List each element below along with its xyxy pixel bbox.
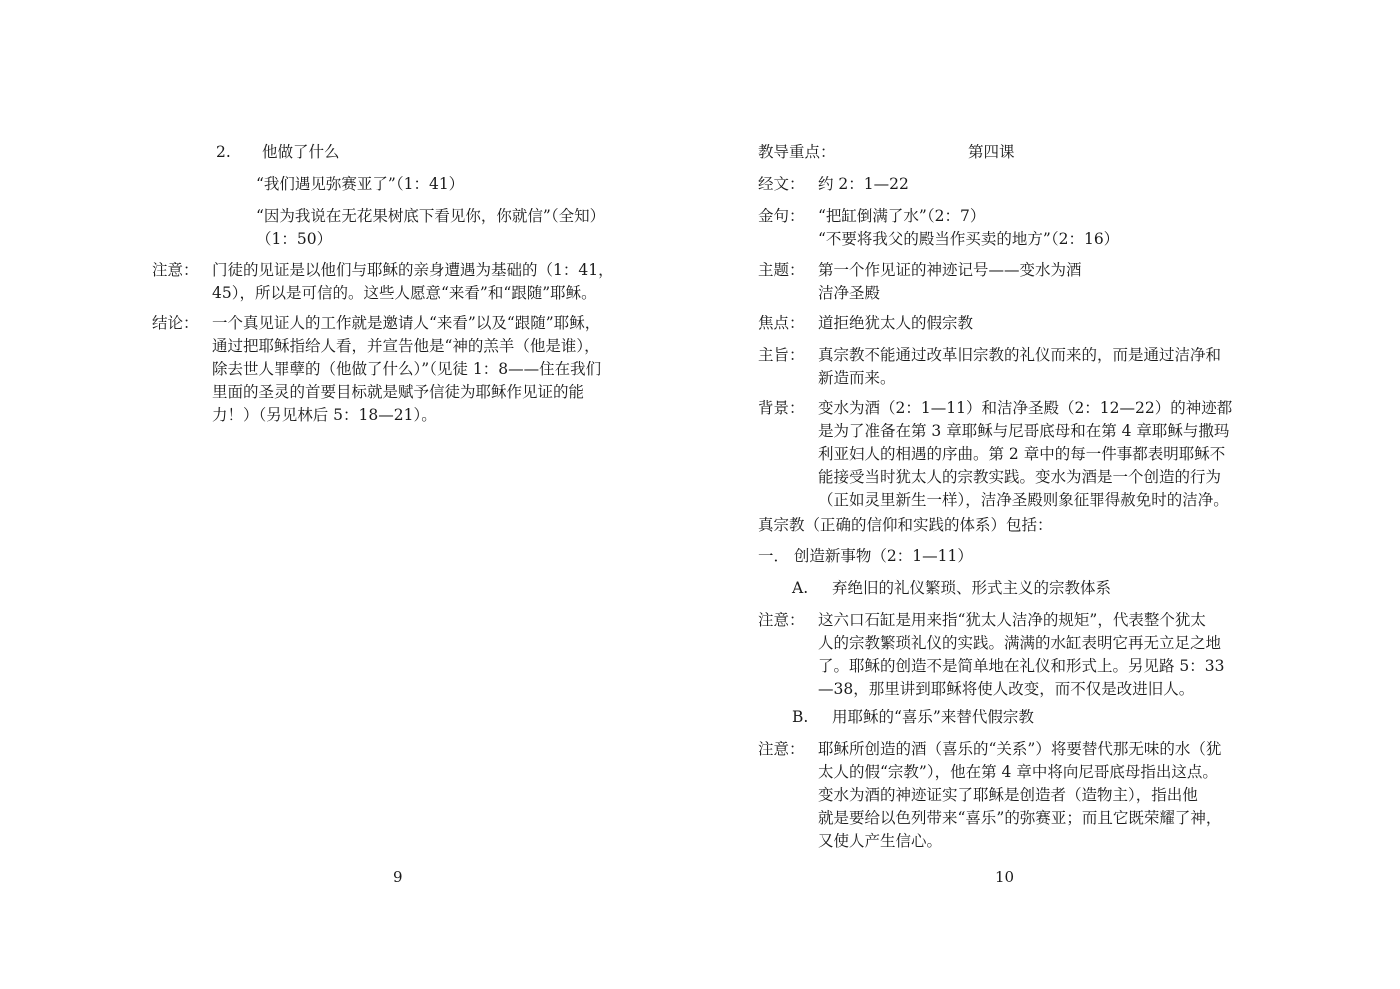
point-heading: 用耶稣的“喜乐”来替代假宗教 xyxy=(832,708,1034,726)
right-page xyxy=(700,0,1400,989)
text-line: —38，那里讲到耶稣将使人改变，而不仅是改进旧人。 xyxy=(818,680,1195,698)
quote-reference: （1：50） xyxy=(256,230,333,248)
note-label: 注意： xyxy=(152,261,199,279)
scripture-label: 经文： xyxy=(758,175,805,193)
text-line: 又使人产生信心。 xyxy=(818,832,943,850)
text-line: 新造而来。 xyxy=(818,369,896,387)
text-line: 洁净圣殿 xyxy=(818,284,881,302)
note-label: 注意： xyxy=(758,740,805,758)
text-line: 真宗教不能通过改革旧宗教的礼仪而来的，而是通过洁净和 xyxy=(818,346,1222,364)
background-body xyxy=(818,397,1232,512)
text-line: 就是要给以色列带来“喜乐”的弥赛亚；而且它既荣耀了神， xyxy=(818,809,1222,827)
note-body xyxy=(212,259,614,305)
section-heading: 一． 创造新事物（2：1—11） xyxy=(758,547,973,565)
conclusion-label: 结论： xyxy=(152,314,199,332)
text-line: 一个真见证人的工作就是邀请人“来看”以及“跟随”耶稣， xyxy=(212,314,601,332)
text-line: 第一个作见证的神迹记号——变水为酒 xyxy=(818,261,1082,279)
text-line: 45），所以是可信的。这些人愿意“来看”和“跟随”耶稣。 xyxy=(212,284,597,302)
quote-line: “我们遇见弥赛亚了”（1：41） xyxy=(256,175,465,193)
text-line: 人的宗教繁琐礼仪的实践。满满的水缸表明它再无立足之地 xyxy=(818,634,1222,652)
text-line: 太人的假“宗教”），他在第 4 章中将向尼哥底母指出这点。 xyxy=(818,763,1218,781)
quote-line: “因为我说在无花果树底下看见你，你就信”（全知） xyxy=(256,207,606,225)
note-body xyxy=(818,738,1221,853)
theme-body xyxy=(818,259,1082,305)
theme-label: 主题： xyxy=(758,261,805,279)
focus-body xyxy=(818,312,973,335)
text-line: 能接受当时犹太人的宗教实践。变水为酒是一个创造的行为 xyxy=(818,468,1222,486)
focus-label: 焦点： xyxy=(758,314,805,332)
point-heading: 弃绝旧的礼仪繁琐、形式主义的宗教体系 xyxy=(832,579,1112,597)
text-line: 里面的圣灵的首要目标就是赋予信徒为耶稣作见证的能 xyxy=(212,383,585,401)
text-line: 门徒的见证是以他们与耶稣的亲身遭遇为基础的（1：41， xyxy=(212,261,614,279)
text-line: 耶稣所创造的酒（喜乐的“关系”）将要替代那无味的水（犹 xyxy=(818,740,1222,758)
point-letter: B. xyxy=(792,708,809,726)
golden-verse-body xyxy=(818,205,1119,251)
main-idea-label: 主旨： xyxy=(758,346,805,364)
text-line: 通过把耶稣指给人看，并宣告他是“神的羔羊（他是谁）， xyxy=(212,337,600,355)
page-number: 10 xyxy=(995,868,1015,886)
golden-verse-label: 金句： xyxy=(758,207,805,225)
text-line: 除去世人罪孽的（他做了什么）”（见徒 1：8——住在我们 xyxy=(212,360,602,378)
text-line: “不要将我父的殿当作买卖的地方”（2：16） xyxy=(818,230,1120,248)
text-line: 力！）（另见林后 5：18—21）。 xyxy=(212,406,437,424)
background-label: 背景： xyxy=(758,399,805,417)
conclusion-body xyxy=(212,312,601,427)
lesson-title: 第四课 xyxy=(968,143,1015,161)
teaching-focus-heading: 教导重点： xyxy=(758,143,836,161)
item-title: 他做了什么 xyxy=(262,143,340,161)
text-line: 是为了准备在第 3 章耶稣与尼哥底母和在第 4 章耶稣与撒玛 xyxy=(818,422,1230,440)
scripture-body xyxy=(818,173,909,196)
page-number: 9 xyxy=(393,868,403,886)
text-line: 道拒绝犹太人的假宗教 xyxy=(818,314,974,332)
note-body xyxy=(818,609,1225,701)
text-line: 变水为酒（2：1—11）和洁净圣殿（2：12—22）的神迹都 xyxy=(818,399,1233,417)
note-label: 注意： xyxy=(758,611,805,629)
text-line: 了。耶稣的创造不是简单地在礼仪和形式上。另见路 5：33 xyxy=(818,657,1225,675)
true-religion-intro: 真宗教（正确的信仰和实践的体系）包括： xyxy=(758,516,1053,534)
text-line: （正如灵里新生一样），洁净圣殿则象征罪得赦免时的洁净。 xyxy=(818,491,1229,509)
text-line: “把缸倒满了水”（2：7） xyxy=(818,207,986,225)
text-line: 这六口石缸是用来指“犹太人洁净的规矩”，代表整个犹太 xyxy=(818,611,1206,629)
text-line: 变水为酒的神迹证实了耶稣是创造者（造物主），指出他 xyxy=(818,786,1198,804)
main-idea-body xyxy=(818,344,1221,390)
item-number: 2. xyxy=(216,143,231,161)
text-line: 约 2：1—22 xyxy=(818,175,909,193)
point-letter: A. xyxy=(792,579,809,597)
text-line: 利亚妇人的相遇的序曲。第 2 章中的每一件事都表明耶稣不 xyxy=(818,445,1226,463)
